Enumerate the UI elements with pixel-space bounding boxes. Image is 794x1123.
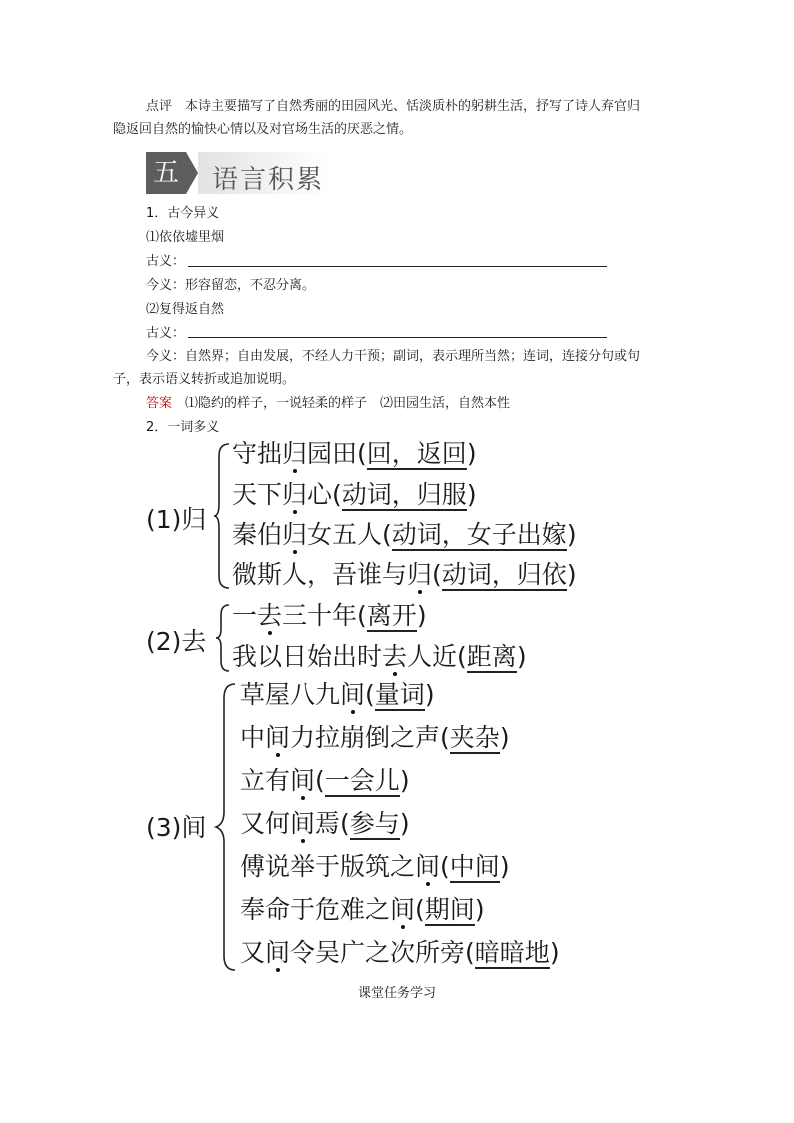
key-char: 去 <box>257 601 283 630</box>
section-title: 语言积累 <box>212 165 325 195</box>
part2-heading: 2．一词多义 <box>146 420 220 435</box>
group3-line-3: 立有间(一会儿) <box>240 766 410 795</box>
meaning: 回，返回 <box>366 439 467 468</box>
key-char: 归 <box>282 520 308 549</box>
group3-line-7: 又间令吴广之次所旁(暗暗地) <box>240 938 560 967</box>
item1-ancient-label: 古义： <box>146 254 186 269</box>
group1-line-4: 微斯人，吾谁与归(动词，归依) <box>232 560 577 589</box>
group3-line-5: 傅说举于版筑之间(中间) <box>240 852 510 881</box>
item2-ancient-answer-line[interactable] <box>188 337 607 338</box>
item1-title: ⑴依依墟里烟 <box>146 230 225 245</box>
group3-line-1: 草屋八九间(量词) <box>240 680 435 709</box>
group3-brace <box>216 682 236 972</box>
group3-label: (3)间 <box>146 813 207 842</box>
answer-label: 答案 <box>146 396 173 411</box>
item2-modern: 今义：自然界；自由发展，不经人力干预；副词，表示理所当然；连词，连接分句或句 <box>146 349 641 364</box>
group1-brace <box>214 442 230 590</box>
group2-line-2: 我以日始出时去人近(距离) <box>232 642 527 671</box>
key-char: 间 <box>265 938 291 967</box>
item2-modern-line2: 子，表示语义转折或追加说明。 <box>113 372 296 387</box>
key-char: 归 <box>407 560 433 589</box>
meaning: 中间 <box>449 852 500 881</box>
key-char: 间 <box>390 895 416 924</box>
key-char: 去 <box>382 642 408 671</box>
comment-label: 点评 <box>146 99 173 114</box>
item2-ancient-label: 古义： <box>146 326 186 341</box>
group1-label: (1)归 <box>146 505 207 534</box>
group2-label: (2)去 <box>146 627 207 656</box>
meaning: 量词 <box>374 680 425 709</box>
key-char: 间 <box>340 680 366 709</box>
item2-title: ⑵复得返自然 <box>146 302 225 317</box>
comment-text: 本诗主要描写了自然秀丽的田园风光、恬淡质朴的躬耕生活，抒写了诗人弃官归 <box>185 99 641 114</box>
answer-text: ⑴隐约的样子，一说轻柔的样子 ⑵田园生活，自然本性 <box>185 396 511 411</box>
meaning: 动词，女子出嫁 <box>391 520 567 549</box>
section-notch <box>186 152 198 194</box>
part1-heading: 1．古今异义 <box>146 206 220 221</box>
meaning: 动词，归依 <box>441 560 567 589</box>
comment-paragraph <box>113 95 688 118</box>
footer-caption: 课堂任务学习 <box>357 986 436 1001</box>
meaning: 参与 <box>349 809 400 838</box>
meaning: 动词，归服 <box>341 480 467 509</box>
key-char: 归 <box>282 439 308 468</box>
meaning: 离开 <box>366 601 417 630</box>
comment-paragraph-line2: 隐返回自然的愉快心情以及对官场生活的厌恶之情。 <box>113 122 413 137</box>
group3-line-2: 中间力拉崩倒之声(夹杂) <box>240 723 510 752</box>
group3-line-6: 奉命于危难之间(期间) <box>240 895 485 924</box>
group1-line-2: 天下归心(动词，归服) <box>232 480 477 509</box>
key-char: 间 <box>265 723 291 752</box>
group1-line-1: 守拙归园田(回，返回) <box>232 439 477 468</box>
answer-line <box>146 392 721 415</box>
meaning: 夹杂 <box>449 723 500 752</box>
item1-ancient-answer-line[interactable] <box>188 266 607 267</box>
meaning: 一会儿 <box>324 766 400 795</box>
key-char: 归 <box>282 480 308 509</box>
key-char: 间 <box>415 852 441 881</box>
group1-line-3: 秦伯归女五人(动词，女子出嫁) <box>232 520 577 549</box>
key-char: 间 <box>290 809 316 838</box>
key-char: 间 <box>290 766 316 795</box>
section-number: 五 <box>146 152 186 194</box>
meaning: 距离 <box>466 642 517 671</box>
meaning: 暗暗地 <box>474 938 550 967</box>
item1-modern: 今义：形容留恋，不忍分离。 <box>146 278 316 293</box>
group2-brace <box>216 603 230 673</box>
group2-line-1: 一去三十年(离开) <box>232 601 427 630</box>
group3-line-4: 又何间焉(参与) <box>240 809 410 838</box>
meaning: 期间 <box>424 895 475 924</box>
